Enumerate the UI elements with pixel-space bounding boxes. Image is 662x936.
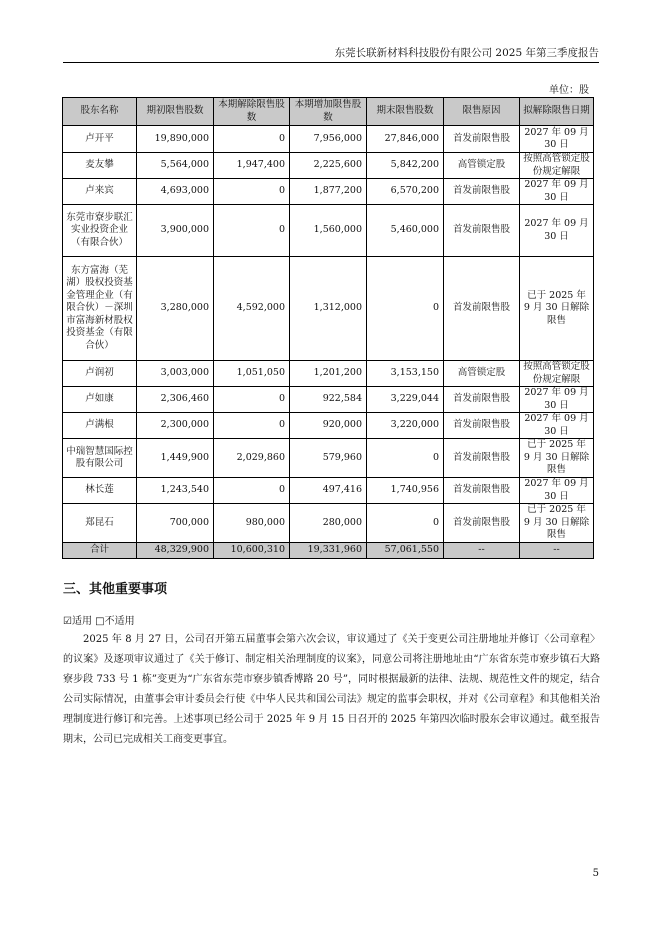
table-row (63, 439, 594, 478)
section-paragraph (63, 630, 600, 750)
total-begin-shares: 48,329,900 (137, 543, 214, 559)
released-shares: 0 (214, 387, 290, 413)
end-shares: 3,153,150 (367, 361, 444, 387)
unit-label: 单位：股 (549, 85, 589, 96)
release-date: 按照高管锁定股份规定解限 (520, 361, 594, 387)
restriction-reason: 首发前限售股 (444, 504, 520, 543)
table-row (63, 504, 594, 543)
page-number: 5 (592, 868, 599, 879)
column-header: 拟解除限售日期 (520, 98, 594, 126)
total-end-shares: 57,061,550 (367, 543, 444, 559)
begin-shares: 2,306,460 (137, 387, 214, 413)
end-shares: 5,460,000 (367, 205, 444, 257)
released-shares: 0 (214, 179, 290, 205)
table-row (63, 413, 594, 439)
shareholder-name: 卢如康 (63, 387, 137, 413)
restriction-reason: 首发前限售股 (444, 387, 520, 413)
release-date: 2027 年 09 月 30 日 (520, 205, 594, 257)
column-header: 本期解除限售股数 (214, 98, 290, 126)
table-header-row (63, 98, 594, 126)
added-shares: 1,201,200 (290, 361, 367, 387)
shareholder-name: 卢开平 (63, 126, 137, 153)
end-shares: 1,740,956 (367, 478, 444, 504)
begin-shares: 5,564,000 (137, 153, 214, 179)
total-added-shares: 19,331,960 (290, 543, 367, 559)
paragraph-text: 2025 年 8 月 27 日，公司召开第五届董事会第六次会议，审议通过了《关于变更公司注册地址并修订〈公司章程〉的议案》及逐项审议通过了《关于修订、制定相关治理制度的议案》，同意公司将注册地址由“广东省东莞市寮步镇石大路寮步段 733 号 1 栋”变更为“广东省东莞市寮步镇香博路 20 号”，同时根据最新的法律、法规、规范性文件的规定，结合公司实际情况，由董事会审计委员会行使《中华人民共和国公司法》规定的监事会职权，并对《公司章程》和其他相关治理制度进行修订和完善。上述事项已经公司于 2025 年 9 月 15 日召开的 2025 年第四次临时股东会审议通过。截至报告期末，公司已完成相关工商变更事宜。 (63, 634, 600, 745)
added-shares: 1,560,000 (290, 205, 367, 257)
restricted-shares-table (62, 97, 594, 559)
added-shares: 7,956,000 (290, 126, 367, 153)
end-shares: 0 (367, 504, 444, 543)
end-shares: 6,570,200 (367, 179, 444, 205)
release-date: 已于 2025 年 9 月 30 日解除限售 (520, 257, 594, 361)
begin-shares: 3,280,000 (137, 257, 214, 361)
restriction-reason: 首发前限售股 (444, 257, 520, 361)
added-shares: 1,877,200 (290, 179, 367, 205)
restriction-reason: 首发前限售股 (444, 126, 520, 153)
shareholder-name: 东方富海（芜湖）股权投资基金管理企业（有限合伙）－深圳市富海新材股权投资基金（有限合伙） (63, 257, 137, 361)
restriction-reason: 高管锁定股 (444, 361, 520, 387)
shareholder-name: 卢润初 (63, 361, 137, 387)
restriction-reason: 首发前限售股 (444, 179, 520, 205)
restriction-reason: 首发前限售股 (444, 478, 520, 504)
begin-shares: 19,890,000 (137, 126, 214, 153)
column-header: 限售原因 (444, 98, 520, 126)
shareholder-name: 卢来宾 (63, 179, 137, 205)
total-released-shares: 10,600,310 (214, 543, 290, 559)
applicability-checkbox-line: ☑适用 □不适用 (63, 616, 135, 627)
total-reason: -- (444, 543, 520, 559)
table-row (63, 478, 594, 504)
shareholder-name: 郑昆石 (63, 504, 137, 543)
end-shares: 27,846,000 (367, 126, 444, 153)
added-shares: 922,584 (290, 387, 367, 413)
report-header-title: 东莞长联新材料科技股份有限公司 2025 年第三季度报告 (334, 47, 599, 59)
column-header: 期末限售股数 (367, 98, 444, 126)
restriction-reason: 高管锁定股 (444, 153, 520, 179)
release-date: 2027 年 09 月 30 日 (520, 387, 594, 413)
released-shares: 980,000 (214, 504, 290, 543)
section-title: 三、其他重要事项 (63, 582, 168, 597)
shareholder-name: 林长莲 (63, 478, 137, 504)
added-shares: 579,960 (290, 439, 367, 478)
restriction-reason: 首发前限售股 (444, 439, 520, 478)
released-shares: 1,947,400 (214, 153, 290, 179)
released-shares: 2,029,860 (214, 439, 290, 478)
release-date: 2027 年 09 月 30 日 (520, 126, 594, 153)
begin-shares: 4,693,000 (137, 179, 214, 205)
shareholder-name: 卢满根 (63, 413, 137, 439)
released-shares: 0 (214, 205, 290, 257)
end-shares: 0 (367, 257, 444, 361)
table-row (63, 179, 594, 205)
end-shares: 5,842,200 (367, 153, 444, 179)
end-shares: 3,220,000 (367, 413, 444, 439)
column-header: 期初限售股数 (137, 98, 214, 126)
added-shares: 920,000 (290, 413, 367, 439)
released-shares: 0 (214, 478, 290, 504)
column-header: 股东名称 (63, 98, 137, 126)
table-row (63, 257, 594, 361)
begin-shares: 1,243,540 (137, 478, 214, 504)
begin-shares: 3,003,000 (137, 361, 214, 387)
shareholder-name: 中瑞智慧国际控股有限公司 (63, 439, 137, 478)
table-row (63, 126, 594, 153)
release-date: 已于 2025 年 9 月 30 日解除限售 (520, 439, 594, 478)
header-divider (63, 62, 599, 63)
added-shares: 497,416 (290, 478, 367, 504)
release-date: 已于 2025 年 9 月 30 日解除限售 (520, 504, 594, 543)
release-date: 2027 年 09 月 30 日 (520, 478, 594, 504)
shareholder-name: 麦友攀 (63, 153, 137, 179)
released-shares: 1,051,050 (214, 361, 290, 387)
release-date: 2027 年 09 月 30 日 (520, 179, 594, 205)
total-label: 合计 (63, 543, 137, 559)
total-date: -- (520, 543, 594, 559)
added-shares: 1,312,000 (290, 257, 367, 361)
begin-shares: 2,300,000 (137, 413, 214, 439)
end-shares: 0 (367, 439, 444, 478)
table-row (63, 387, 594, 413)
begin-shares: 700,000 (137, 504, 214, 543)
end-shares: 3,229,044 (367, 387, 444, 413)
begin-shares: 1,449,900 (137, 439, 214, 478)
table-total-row (63, 543, 594, 559)
release-date: 按照高管锁定股份规定解限 (520, 153, 594, 179)
added-shares: 280,000 (290, 504, 367, 543)
begin-shares: 3,900,000 (137, 205, 214, 257)
released-shares: 0 (214, 413, 290, 439)
table-row (63, 205, 594, 257)
restriction-reason: 首发前限售股 (444, 413, 520, 439)
released-shares: 4,592,000 (214, 257, 290, 361)
shareholder-name: 东莞市寮步联汇实业投资企业（有限合伙） (63, 205, 137, 257)
added-shares: 2,225,600 (290, 153, 367, 179)
table-row (63, 361, 594, 387)
column-header: 本期增加限售股数 (290, 98, 367, 126)
release-date: 2027 年 09 月 30 日 (520, 413, 594, 439)
restriction-reason: 首发前限售股 (444, 205, 520, 257)
released-shares: 0 (214, 126, 290, 153)
table-row (63, 153, 594, 179)
